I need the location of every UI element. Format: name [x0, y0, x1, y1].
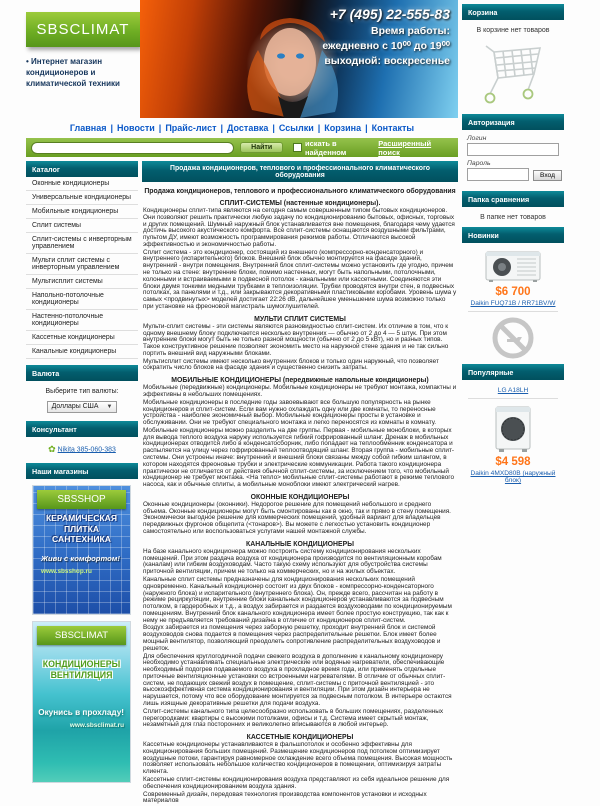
search-in-found-label: искать в найденном: [304, 138, 347, 157]
icq-flower-icon: ✿: [48, 444, 56, 454]
right-sidebar: [462, 4, 564, 488]
paragraph: Кондиционеры сплит-типа являются на сегодня самым совершенным типом бытовых кондиционеров. Они позволяют решить практически любую задачу по кондиционированию бытовых, офисных, торговых и других помещений. Шумный наружный блок устанавливается вне помещения, благодаря чему удается достичь высокого акустического комфорта. Все сплит-системы оснащаются воздушными фильтрами, пультом ДУ, имеют возможность программирования режимов работы. Отличаются высокой эффективностью и экономичностью работы.: [143, 207, 455, 248]
nav-separator: |: [220, 123, 224, 133]
sbsshop-logo: SBSSHOP: [37, 490, 126, 509]
site-tagline: • Интернет магазин кондиционеров и климатической техники: [26, 57, 120, 88]
section-heading: МОБИЛЬНЫЕ КОНДИЦИОНЕРЫ (передвижные напольные кондиционеры): [171, 377, 429, 385]
search-input[interactable]: [31, 142, 234, 154]
paragraph: Для обеспечения круглогодичной подачи свежего воздуха в дополнение к канальному кондиционеру необходимо устанавливать специальные электрические или водяные нагреватели, обеспечивающие необходимый подогрев подаваемого воздуха в прохладное время года, или применять отдельные приточные вентиляционные установки со встроенными нагревателями. В отличие от обычных сплит-систем, не подающих свежий воздух в помещение, сплит-системы с приточной вентиляцией - это высокоэффективная система кондиционирования и вентиляции. При этом дизайн интерьера не нарушается, потому что все оборудование монтируется за подвесным потолком. В интерьере остаются лишь изящные декоративные решетки для подачи воздуха.: [143, 652, 452, 707]
advanced-search-link[interactable]: Расширенный поиск: [378, 138, 432, 157]
banner1-slogan: Живи с комфортом!: [41, 554, 120, 564]
nav-separator: |: [317, 123, 321, 133]
nav-link[interactable]: Новости: [117, 123, 155, 133]
banner1-url: www.sbsshop.ru: [41, 567, 92, 575]
hours-line2: ежедневно с 10⁰⁰ до 19⁰⁰: [322, 40, 450, 52]
catalog-item[interactable]: Сплит-системы с инверторным управлением: [26, 233, 138, 254]
currency-label: Выберите тип валюты:: [45, 388, 119, 395]
logo-block: [26, 0, 140, 118]
content-band: Продажа кондиционеров, теплового и профессионального климатического оборудования: [142, 161, 458, 182]
auth-header: Авторизация: [462, 114, 564, 130]
catalog-item[interactable]: Мобильные кондиционеры: [26, 205, 138, 219]
divider: [468, 398, 558, 399]
product-link[interactable]: Daikin FUQ71B / RR71BV/W: [470, 300, 556, 307]
product-price: $4 598: [495, 456, 531, 468]
our-shops-header: Наши магазины: [26, 463, 138, 479]
nav-link[interactable]: Доставка: [227, 123, 269, 133]
catalog-item[interactable]: Мультисплит системы: [26, 275, 138, 289]
password-row: [467, 168, 559, 181]
main-nav: [26, 118, 458, 136]
paragraph: Мобильные (передвижные) кондиционеры. Мобильные кондиционеры не требуют монтажа, компактны и эффективны в небольших помещениях.: [143, 384, 457, 398]
consultant-body: [26, 437, 138, 463]
paragraph: Кассетные сплит-системы кондиционирования воздуха представляют из себя идеальное решение для обеспечения кондиционированием воздуха здания.: [143, 776, 450, 790]
compare-header: Папка сравнения: [462, 191, 564, 207]
catalog-header: Каталог: [26, 161, 138, 177]
paragraph: Сплит система - это кондиционер, состоящий из внешнего (компрессорно-конденсаторного) и внутреннего (испарительного) блоков. Внешний блок обычно монтируется на фасаде зданий, внутренний - внутри помещения. Внутренний блок сплит-системы можно установить где угодно, причем не только на стене: внутренние блоки, помимо настенных, могут быть напольными, потолочными, колонными и встраиваемыми в подвесной потолок - канальными или кассетными. Соединяются эти блоки двумя тонкими медными трубками в теплоизоляции. Трубки проводятся внутри стен, в подвесных потолках, за панелями и т.д., или закрываются декоративными пластиковыми коробами. Уровень шума у самых <продвинутых> моделей достигает 22:26 dB, дальнейшее уменьшение шума возможно только при установке на фреоновой магистраль шумоглушителей.: [143, 248, 457, 310]
cart-panel: [462, 4, 564, 106]
new-products-header: Новинки: [462, 227, 564, 243]
banner1-word2: ПЛИТКА: [63, 523, 100, 534]
sbsshop-banner[interactable]: [32, 485, 131, 615]
compare-panel: [462, 191, 564, 223]
login-button[interactable]: Вход: [533, 170, 562, 181]
paragraph: Мультисплит системы имеют несколько внутренних блоков и только один наружный, что позволяет сократить число блоков на фасаде здания и существенно снизить затраты.: [143, 357, 439, 372]
currency-selected: Доллары США: [51, 403, 99, 410]
nav-separator: |: [158, 123, 162, 133]
nav-separator: |: [272, 123, 275, 133]
currency-header: Валюта: [26, 365, 138, 381]
shop-banners: [26, 479, 138, 783]
banner2-word1: КОНДИЦИОНЕРЫ: [42, 659, 121, 669]
popular-panel: [462, 364, 564, 484]
product-price: $6 700: [495, 286, 531, 298]
nav-separator: |: [365, 123, 368, 133]
section-heading: МУЛЬТИ СПЛИТ СИСТЕМЫ: [254, 315, 346, 323]
site-logo[interactable]: SBSCLIMAT: [26, 12, 140, 47]
banner1-word1: КЕРАМИЧЕСКАЯ: [45, 513, 118, 523]
paragraph: Канальные сплит системы предназначены для кондиционирования нескольких помещений одновременно. Канальный кондиционер состоит из двух блоков - компрессорно-конденсаторного (наружного блока) и испарительного (внутреннего блока). Он, прежде всего, рассчитан на работу в режиме рециркуляции, внутренние блоки канальных кондиционеров устанавливаются за подвесным потолком, в гардеробных и т.д., а воздух забирается и раздается воздуховодами по кондиционируемым помещениям. Внутренний блок канального кондиционера имеет более простую конструкцию, так как к нему не предъявляется требований дизайна в отличие от кондиционеров сплит-систем.: [143, 575, 452, 624]
article-sections: [143, 200, 457, 805]
product-link[interactable]: Daikin 4MXD80B (наружный блок): [470, 470, 556, 484]
paragraph: Оконные кондиционеры (оконники). Недорогое решение для помещений небольшого и среднего объема. Оконные кондиционеры могут быть смонтированы как в окно, так и прямо в стену помещения. Экономически выгодное решение для коммерческих помещений, удобный вариант для владельцев передвижных фургонов общепита (<тонаров>). Вы можете с легкостью установить кондиционер самостоятельно или воспользоваться услугами нашей монтажной службы.: [143, 500, 451, 536]
password-field[interactable]: [467, 168, 529, 181]
paragraph: Мобильные кондиционеры можно разделить на две группы. Первая - мобильные моноблоки, в которых для вывода теплого воздуха наружу используется гибкий гофрированный шланг. Дренаж в мобильных кондиционерах отводится либо в конденсатосборник, либо попадает на теплообменник конденсатора и распыляется на улицу через гофрированный теплоотводящий шланг. Вторая группа - мобильные сплит-системы. Они устроены иначе: внутренний и внешний блоки связаны между собой гибким шлангом, в котором находятся фреоновые трубки и электрические коммуникации. Работа такого кондиционера практически не отличается от действия обычной сплит-системы, за исключением того, что мобильный кондиционер не требует монтажа. <На тепло> мобильные сплит-системы работают в режиме теплового насоса, как и обычные сплиты, а мобильные моноблоки имеют электрический нагрев.: [143, 426, 455, 489]
popular-header: Популярные: [462, 364, 564, 380]
catalog-item[interactable]: Универсальные кондиционеры: [26, 191, 138, 205]
catalog-item[interactable]: Настенно-потолочные кондиционеры: [26, 310, 138, 331]
compare-empty-text: В папке нет товаров: [480, 214, 546, 221]
divider: [468, 311, 558, 312]
banner2-slogan: Окунись в прохладу!: [38, 707, 124, 717]
banner-text: [322, 6, 450, 67]
left-sidebar: [26, 161, 138, 789]
nav-link[interactable]: Главная: [69, 123, 107, 133]
consultant-contact[interactable]: Nikita 385-060-383: [57, 446, 116, 454]
catalog-item[interactable]: Сплит системы: [26, 219, 138, 233]
paragraph: Современный дизайн, передовая технология производства компонентов установки и исходных материалов: [143, 790, 427, 805]
product-image-daikin-fuq71b[interactable]: [485, 249, 541, 283]
catalog-item[interactable]: Канальные кондиционеры: [26, 345, 138, 359]
paragraph: Мобильные кондиционеры в последние годы завоевывают все большую популярность на рынке кондиционеров и сплит-систем. Если вам нужно охлаждать одну или две комнаты, то переносные устройства - наиболее экономичный выбор. Мобильные кондиционеры просты в установке и обслуживании. Они не требуют специального монтажа и легко переносятся из комнаты в комнату.: [143, 398, 437, 427]
login-label: Логин: [467, 135, 487, 142]
banner1-word3: САНТЕХНИКА: [52, 534, 111, 545]
banner2-word2: ВЕНТИЛЯЦИЯ: [50, 670, 113, 681]
nav-link[interactable]: Контакты: [371, 123, 415, 133]
nav-link[interactable]: Корзина: [324, 123, 362, 133]
section-heading: ОКОННЫЕ КОНДИЦИОНЕРЫ: [250, 493, 350, 501]
catalog-item[interactable]: Кассетные кондиционеры: [26, 331, 138, 345]
currency-body: [26, 381, 138, 421]
section-heading: КАССЕТНЫЕ КОНДИЦИОНЕРЫ: [246, 734, 354, 742]
chevron-down-icon: ▼: [106, 403, 113, 410]
catalog-item[interactable]: Мульти сплит системы с инверторным управлением: [26, 254, 138, 275]
product-image-daikin-4mxd80b[interactable]: [493, 405, 533, 453]
new-products-panel: [462, 227, 564, 360]
catalog-item[interactable]: Напольно-потолочные кондиционеры: [26, 289, 138, 310]
banner2-url: www.sbsclimat.ru: [69, 721, 124, 729]
currency-select[interactable]: [47, 401, 118, 413]
login-field[interactable]: [467, 143, 559, 156]
search-button[interactable]: Найти: [240, 142, 283, 153]
paragraph: Воздух забирается из помещения через заборную решетку, проходит внутренний блок и системой воздуховодов снова подается в помещения через распределительные решетки. Блок имеет более мощный вентилятор, позволяющий преодолеть сопротивление распределительных воздуховодов и решеток.: [143, 624, 441, 652]
consultant-header: Консультант: [26, 421, 138, 437]
search-bar: [26, 138, 458, 157]
paragraph: Сплит-системы канального типа целесообразно использовать в больших помещениях, разделенных перегородками: квартиры с высокими потолками, офисы и т.д. Система имеет скрытый монтаж, незаметный для глаз посторонних и великолепно вписываются в любой интерьер.: [143, 707, 444, 729]
phone-number: +7 (495) 22-555-83: [329, 6, 450, 22]
main-content: [142, 161, 458, 806]
hours-line1: Время работы:: [370, 25, 450, 37]
catalog-list: [26, 177, 138, 359]
auth-body: [462, 130, 564, 187]
paragraph: На базе канального кондиционера можно построить систему кондиционирования нескольких помещений. При этом раздача воздуха от кондиционера производится по вентиляционным коробам (каналам) или гибким воздуховодам. Часто такую схему используют для обустройства системы приточной вентиляции, причем не только на коммерческих, но и на жилых объектах.: [143, 547, 442, 576]
paragraph: Мульти-сплит системы - эти системы являются разновидностью сплит-систем. Их отличие в том, что к одному внешнему блоку подключается несколько внутренних — обычно от 2 до 4 — 5 штук. При этом внутренние блоки могут быть не только разной мощности (обычно от 2 до 5 кВт), но и разных типов. Такое конструктивное решение позволяет экономить место на наружной стене здания и не так сильно портить внешний вид наружными блоками.: [143, 322, 449, 357]
sbsclimat-banner-logo: SBSCLIMAT: [37, 626, 126, 645]
password-label: Пароль: [467, 160, 491, 167]
cart-header: Корзина: [462, 4, 564, 20]
section-heading: СПЛИТ-СИСТЕМЫ (настенные кондиционеры).: [219, 200, 381, 207]
auth-panel: [462, 114, 564, 187]
section-heading: КАНАЛЬНЫЕ КОНДИЦИОНЕРЫ: [246, 540, 354, 548]
page-header: [26, 0, 458, 118]
left-center-column: [26, 0, 458, 806]
article: [142, 182, 458, 805]
body-row: [26, 161, 458, 806]
cart-empty-text: В корзине нет товаров: [476, 27, 550, 34]
no-image-icon: [491, 316, 535, 360]
nav-link[interactable]: Прайс-лист: [165, 123, 217, 133]
search-in-found-checkbox[interactable]: [293, 143, 302, 152]
article-title: Продажа кондиционеров, теплового и профессионального климатического оборудования: [144, 188, 456, 195]
nav-link[interactable]: Ссылки: [278, 123, 314, 133]
shopping-cart-icon: [476, 40, 550, 106]
catalog-item[interactable]: Оконные кондиционеры: [26, 177, 138, 191]
sbsclimat-banner[interactable]: [32, 621, 131, 783]
nav-separator: |: [110, 123, 114, 133]
hours-line3: выходной: воскресенье: [324, 55, 450, 67]
header-banner: [140, 0, 458, 118]
product-link[interactable]: LG A18LH: [497, 387, 529, 394]
paragraph: Кассетные кондиционеры устанавливаются в фальшпотолок и особенно эффективны для кондиционирования больших помещений. Размещение кондиционеров под потолком оптимизирует воздушные потоки, гарантируя равномерное охлаждение всего объема помещения. Высокая мощность позволяет использовать небольшое количество кондиционеров в помещении, оптимизируя затраты клиента.: [143, 741, 453, 776]
